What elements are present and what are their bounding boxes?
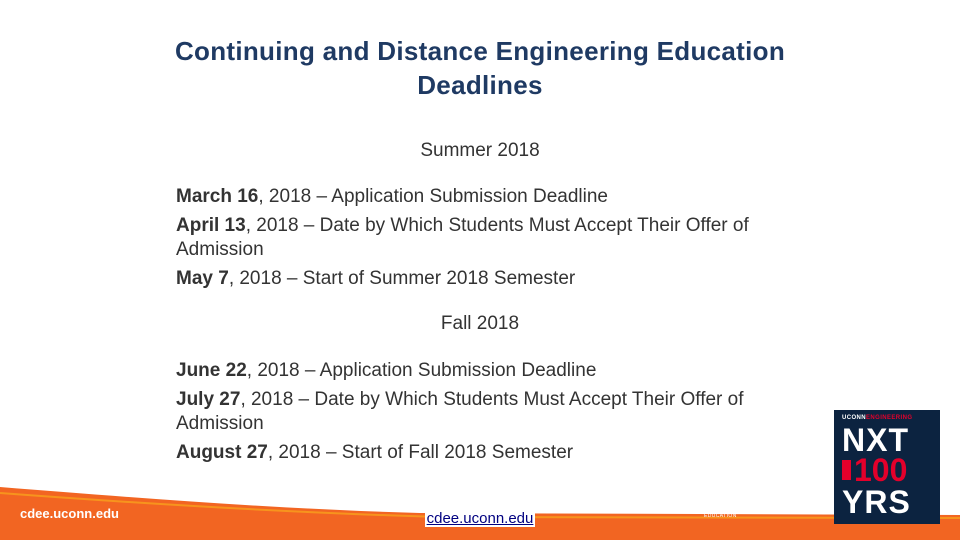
summer-heading: Summer 2018: [420, 140, 540, 161]
badge-nxt: NXT: [842, 422, 909, 458]
deadline-date: July 27: [176, 389, 241, 410]
deadline-date: August 27: [176, 442, 268, 463]
nxt-100-yrs-badge: [834, 410, 940, 524]
badge-heading: [842, 415, 912, 421]
title-line-2: Deadlines: [417, 70, 543, 100]
website-link-text[interactable]: cdee.uconn.edu: [426, 510, 534, 527]
deadline-text: , 2018 – Start of Summer 2018 Semester: [228, 268, 576, 289]
deadline-text: , 2018 – Application Submission Deadline: [258, 186, 608, 207]
title-line-1: Continuing and Distance Engineering Education: [174, 36, 786, 66]
list-item: [176, 267, 796, 291]
slide-title: [90, 34, 870, 102]
summer-deadlines-list: [176, 185, 796, 296]
deadline-text: , 2018 – Start of Fall 2018 Semester: [267, 442, 574, 463]
badge-100: 100: [854, 452, 908, 488]
deadline-date: April 13: [176, 215, 246, 236]
list-item: [176, 185, 796, 209]
fall-heading: Fall 2018: [440, 313, 520, 334]
uconn-school-text: SCHOOL OF ENGINEERING: [704, 495, 810, 502]
deadline-date: June 22: [176, 360, 247, 381]
list-item: [176, 388, 796, 436]
badge-heading-b: ENGINEERING: [866, 415, 913, 421]
footer-site-text: cdee.uconn.edu: [20, 506, 119, 521]
deadline-text: , 2018 – Date by Which Students Must Accept Their Offer of Admission: [176, 389, 744, 434]
badge-yrs: YRS: [842, 484, 911, 520]
deadline-text: , 2018 – Date by Which Students Must Accept Their Offer of Admission: [176, 215, 749, 260]
deadline-date: May 7: [176, 268, 229, 289]
fall-deadlines-list: [176, 359, 796, 470]
deadline-date: March 16: [176, 186, 259, 207]
list-item: [176, 441, 796, 465]
list-item: [176, 359, 796, 383]
list-item: [176, 214, 796, 262]
badge-heading-a: UCONN: [842, 415, 866, 421]
deadline-text: , 2018 – Application Submission Deadline: [246, 360, 597, 381]
uconn-dept-text: CONTINUING & DISTANCE ENGINEERING EDUCATION: [704, 506, 817, 519]
uconn-logo: [704, 462, 822, 520]
badge-stripe-icon: [842, 460, 851, 480]
uconn-wordmark: UCONN: [704, 461, 817, 494]
